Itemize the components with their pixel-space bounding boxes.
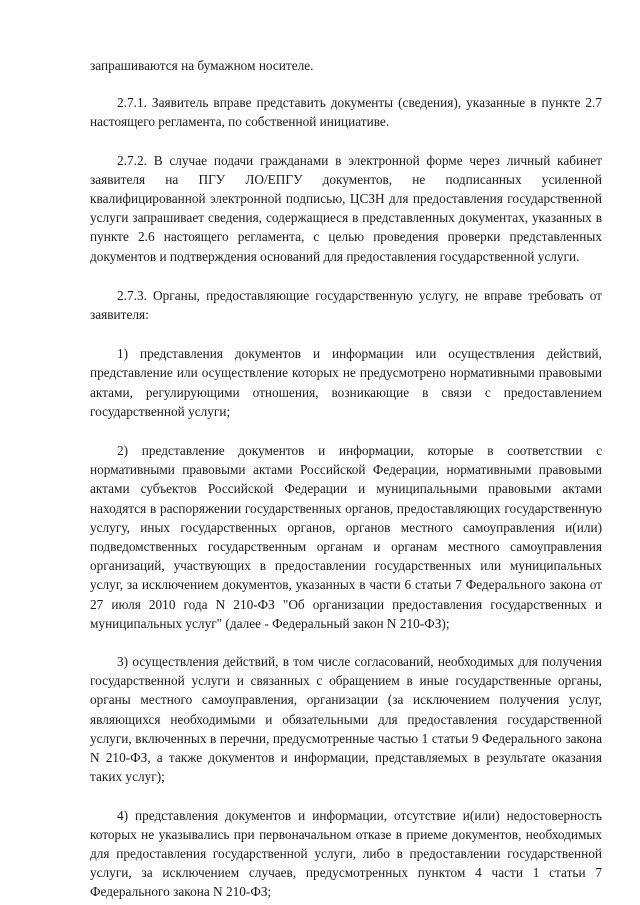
paragraph-2-7-3: 2.7.3. Органы, предоставляющие государственную услугу, не вправе требовать от заявителя:	[90, 287, 602, 323]
paragraph-2-7-1: 2.7.1. Заявитель вправе представить документы (сведения), указанные в пункте 2.7 настоящего регламента, по собственной инициативе.	[90, 95, 602, 130]
paragraph-2-7-2: 2.7.2. В случае подачи гражданами в электронной форме через личный кабинет заявителя на ПГУ ЛО/ЕПГУ документов, не подписанных усиленной квалифицированной электронной подписью, ЦСЗН для предоставления государственной услуги запрашивает сведения, содержащиеся в представленных документах, указанных в пункте 2.6 настоящего регламента, с целью проведения проверки представленных документов и подтверждения оснований для предоставления государственной услуги.	[90, 152, 602, 264]
list-item-1: 1) представления документов и информации или осуществления действий, представление или осуществление которых не предусмотрено нормативными правовыми актами, регулирующими отношения, возникающие в связи с предоставлением государственной услуги;	[90, 346, 602, 419]
paragraph-continuation: запрашиваются на бумажном носителе.	[90, 58, 314, 73]
list-item-3: 3) осуществления действий, в том числе согласований, необходимых для получения государственной услуги и связанных с обращением в иные государственные органы, органы местного самоуправления, организации (за исключением получения услуг, являющихся необходимыми и обязательными для предоставления государственной услуги, включенных в перечни, предусмотренные частью 1 статьи 9 Федерального закона N 210-ФЗ, а также документов и информации, представляемых в результате оказания таких услуг);	[90, 654, 602, 785]
list-item-4: 4) представления документов и информации, отсутствие и(или) недостоверность которых не указывались при первоначальном отказе в приеме документов, необходимых для предоставления государственной услуги, либо в предоставлении государственной услуги, за исключением случаев, предусмотренных пунктом 4 части 1 статьи 7 Федерального закона N 210-ФЗ;	[90, 807, 602, 900]
list-item-2: 2) представление документов и информации, которые в соответствии с нормативными правовыми актами Российской Федерации, нормативными правовыми актами субъектов Российской Федерации и муниципальными правовыми актами находятся в распоряжении государственных органов, предоставляющих государственную услугу, иных государственных органов, органов местного самоуправления и(или) подведомственных государственным органам и органам местного самоуправления организаций, участвующих в предоставлении государственных или муниципальных услуг, за исключением документов, указанных в части 6 статьи 7 Федерального закона от 27 июля 2010 года N 210-ФЗ "Об организации предоставления государственных и муниципальных услуг" (далее - Федеральный закон N 210-ФЗ);	[90, 443, 602, 631]
